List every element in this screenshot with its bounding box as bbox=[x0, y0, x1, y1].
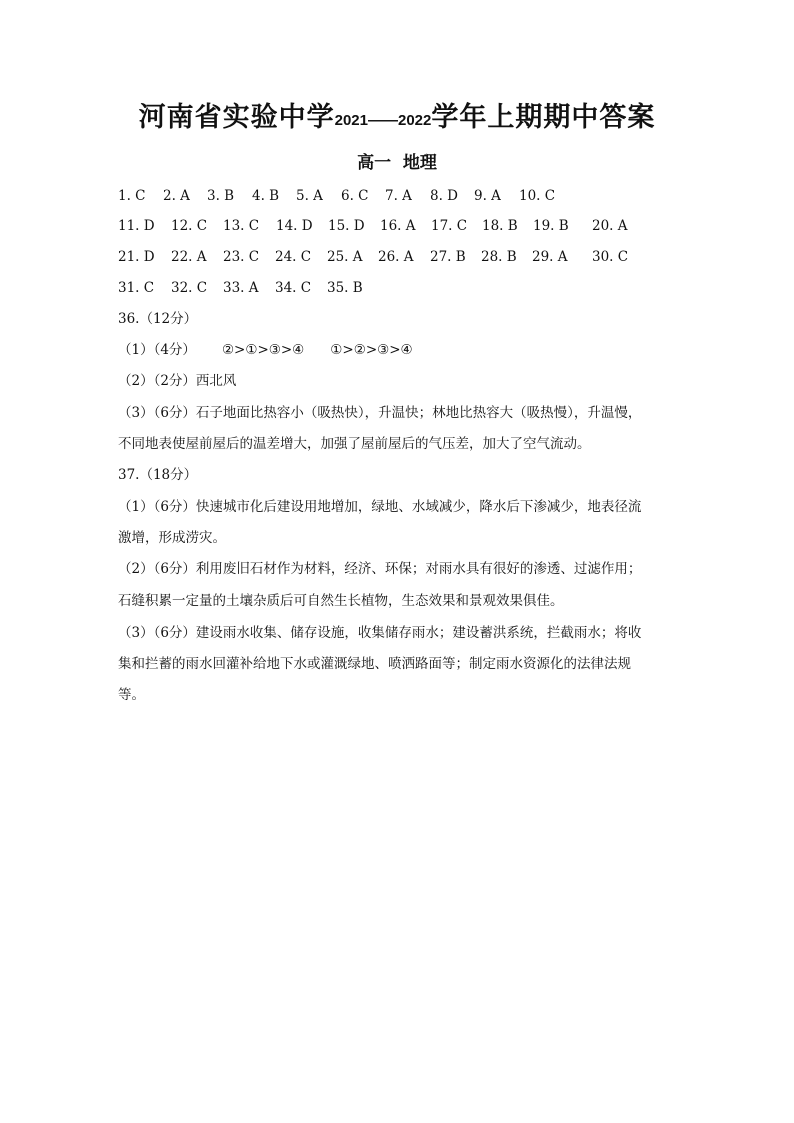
title-year: 2021——2022 bbox=[334, 112, 432, 129]
q37-part1-line1: （1）（6分）快速城市化后建设用地增加，绿地、水域减少，降水后下渗减少，地表径流 bbox=[118, 499, 642, 515]
mc-answer: 14. D bbox=[276, 218, 313, 234]
mc-answer: 35. B bbox=[327, 280, 363, 296]
mc-answer: 23. C bbox=[223, 249, 260, 265]
q36-part1-label: （1）（4分） bbox=[118, 342, 196, 358]
mc-answer: 17. C bbox=[431, 218, 468, 234]
title-term: 学年上期期中答案 bbox=[431, 102, 656, 133]
mc-answer: 10. C bbox=[519, 188, 556, 204]
mc-answer: 29. A bbox=[532, 249, 568, 265]
title-school: 河南省实验中学 bbox=[138, 102, 335, 133]
mc-answer: 4. B bbox=[252, 188, 280, 204]
mc-answer: 8. D bbox=[430, 188, 458, 204]
mc-answer: 30. C bbox=[592, 249, 629, 265]
q36-heading: 36.（12分） bbox=[118, 311, 198, 327]
mc-answer: 19. B bbox=[533, 218, 569, 234]
mc-answer: 25. A bbox=[327, 249, 363, 265]
mc-answer: 1. C bbox=[118, 188, 146, 204]
mc-answer: 11. D bbox=[118, 218, 155, 234]
q36-part1-answer-a: ②>①>③>④ bbox=[221, 342, 305, 358]
mc-answer: 22. A bbox=[171, 249, 207, 265]
mc-answer: 34. C bbox=[275, 280, 312, 296]
mc-answer: 33. A bbox=[223, 280, 259, 296]
q37-part1-line2: 激增，形成涝灾。 bbox=[118, 530, 226, 546]
q37-part2-line1: （2）（6分）利用废旧石材作为材料，经济、环保；对雨水具有很好的渗透、过滤作用； bbox=[118, 561, 642, 577]
mc-answer: 15. D bbox=[328, 218, 365, 234]
mc-answer: 5. A bbox=[296, 188, 323, 204]
q36-part2: （2）（2分）西北风 bbox=[118, 373, 237, 389]
mc-row-4 bbox=[118, 278, 678, 298]
mc-answer: 18. B bbox=[482, 218, 518, 234]
mc-answer: 24. C bbox=[275, 249, 312, 265]
mc-answer: 2. A bbox=[163, 188, 190, 204]
q37-part2-line2: 石缝积累一定量的土壤杂质后可自然生长植物，生态效果和景观效果俱佳。 bbox=[118, 593, 564, 609]
mc-row-3 bbox=[118, 247, 678, 267]
mc-answer: 3. B bbox=[207, 188, 235, 204]
mc-row-1 bbox=[118, 186, 678, 206]
q37-part3-line2: 集和拦蓄的雨水回灌补给地下水或灌溉绿地、喷洒路面等；制定雨水资源化的法律法规 bbox=[118, 656, 631, 672]
mc-answer: 9. A bbox=[474, 188, 501, 204]
q37-part3-line1: （3）（6分）建设雨水收集、储存设施，收集储存雨水；建设蓄洪系统，拦截雨水；将收 bbox=[118, 625, 642, 641]
mc-answer: 21. D bbox=[118, 249, 155, 265]
mc-answer: 12. C bbox=[171, 218, 208, 234]
mc-answer: 31. C bbox=[118, 280, 155, 296]
q36-part1-answer-b: ①>②>③>④ bbox=[330, 342, 413, 358]
q36-part3-line2: 不同地表使屋前屋后的温差增大，加强了屋前屋后的气压差，加大了空气流动。 bbox=[118, 436, 591, 452]
mc-answer: 28. B bbox=[481, 249, 517, 265]
mc-answer: 13. C bbox=[223, 218, 260, 234]
mc-row-2 bbox=[118, 216, 678, 236]
q37-heading: 37.（18分） bbox=[118, 467, 198, 483]
mc-answer: 32. C bbox=[171, 280, 208, 296]
q36-part3-line1: （3）（6分）石子地面比热容小（吸热快），升温快；林地比热容大（吸热慢），升温慢， bbox=[118, 405, 642, 421]
q37-part3-line3: 等。 bbox=[118, 687, 145, 703]
mc-answer: 26. A bbox=[378, 249, 414, 265]
mc-answer: 6. C bbox=[341, 188, 369, 204]
q36-part1 bbox=[118, 340, 413, 360]
mc-answer: 16. A bbox=[380, 218, 416, 234]
mc-answer: 20. A bbox=[592, 218, 628, 234]
mc-answer: 7. A bbox=[385, 188, 412, 204]
page-title bbox=[0, 95, 794, 134]
mc-answer: 27. B bbox=[430, 249, 466, 265]
page-subtitle: 高一 地理 bbox=[357, 153, 437, 173]
